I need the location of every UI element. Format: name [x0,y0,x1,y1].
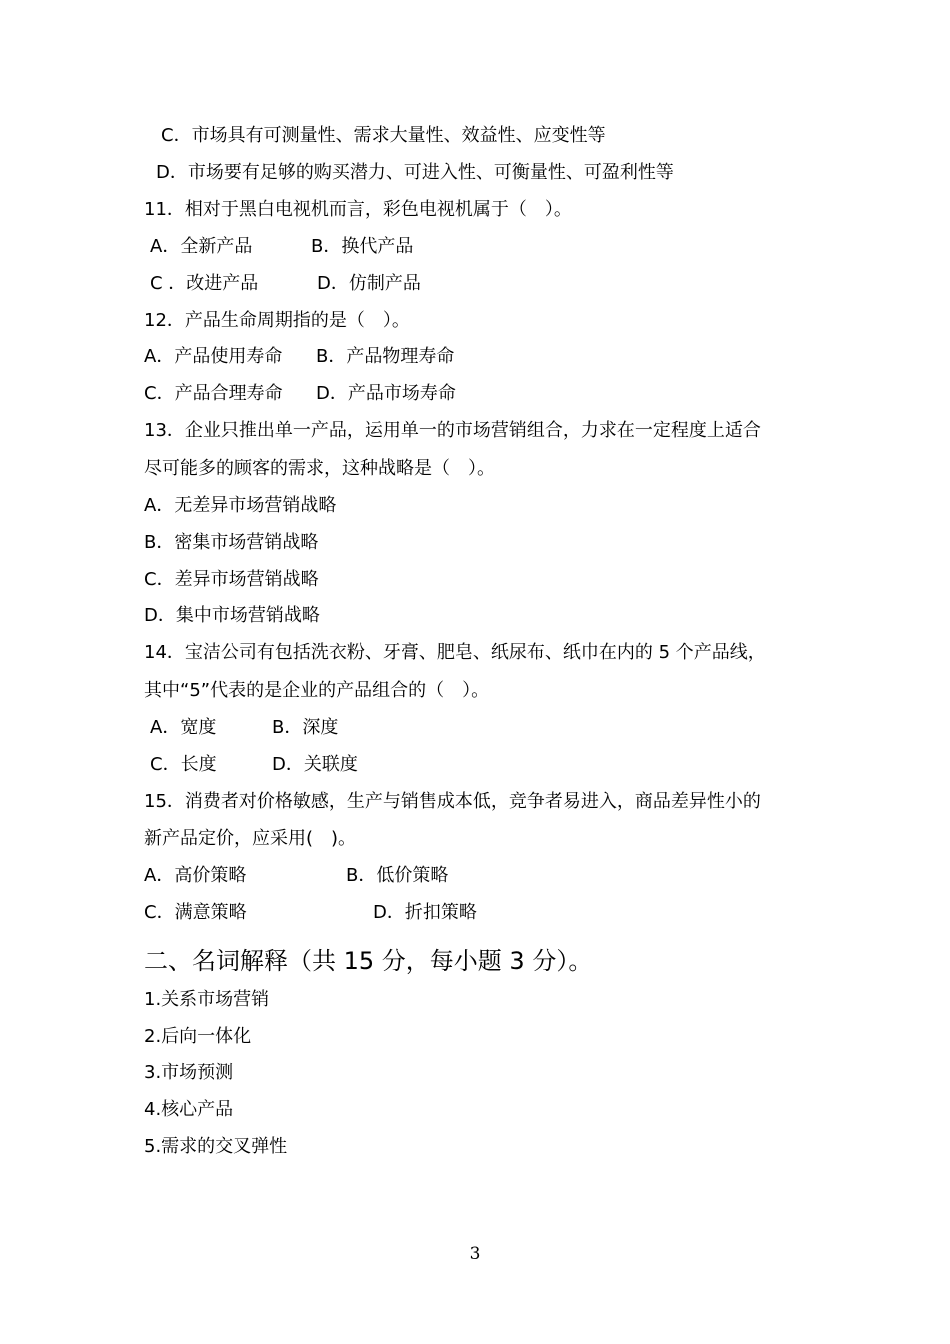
question-14-option-a: A．宽度 [150,717,217,738]
question-13-stem-line-2: 尽可能多的顾客的需求，这种战略是（ ）。 [144,458,495,479]
question-11-option-b: B．换代产品 [311,236,414,257]
question-11-option-a: A．全新产品 [150,236,253,257]
question-15-option-b: B．低价策略 [346,865,449,886]
section-heading: 二、名词解释（共 15 分，每小题 3 分）。 [144,947,593,975]
question-15-option-d: D．折扣策略 [373,902,477,923]
question-14-option-d: D．关联度 [272,754,358,775]
term-item: 2.后向一体化 [144,1026,252,1047]
question-11-option-d: D．仿制产品 [317,273,421,294]
question-14-stem-line-1: 14．宝洁公司有包括洗衣粉、牙膏、肥皂、纸尿布、纸巾在内的 5 个产品线， [144,642,766,663]
question-12-stem: 12．产品生命周期指的是（ ）。 [144,310,410,331]
question-11-option-c: C ．改进产品 [150,273,259,294]
question-15-stem-line-1: 15．消费者对价格敏感，生产与销售成本低，竞争者易进入，商品差异性小的 [144,791,761,812]
question-12-option-a: A．产品使用寿命 [144,346,283,367]
term-item: 3.市场预测 [144,1062,234,1083]
question-11-stem: 11．相对于黑白电视机而言，彩色电视机属于（ ）。 [144,199,572,220]
question-15-option-c: C．满意策略 [144,902,247,923]
question-13-option-d: D．集中市场营销战略 [144,605,320,626]
question-13-option-c: C．差异市场营销战略 [144,569,319,590]
question-14-option-b: B．深度 [272,717,339,738]
term-item: 4.核心产品 [144,1099,234,1120]
question-12-option-c: C．产品合理寿命 [144,383,283,404]
question-15-stem-line-2: 新产品定价，应采用( )。 [144,828,357,849]
question-12-option-b: B．产品物理寿命 [316,346,455,367]
question-13-option-a: A．无差异市场营销战略 [144,495,337,516]
page-number: 3 [469,1244,481,1264]
question-14-stem-line-2: 其中“5”代表的是企业的产品组合的（ ）。 [144,680,490,701]
term-item: 5.需求的交叉弹性 [144,1136,288,1157]
question-12-option-d: D．产品市场寿命 [316,383,456,404]
question-13-stem-line-1: 13．企业只推出单一产品，运用单一的市场营销组合，力求在一定程度上适合 [144,420,761,441]
option-d-prev: D．市场要有足够的购买潜力、可进入性、可衡量性、可盈利性等 [156,162,674,183]
term-item: 1.关系市场营销 [144,989,270,1010]
option-c-prev: C．市场具有可测量性、需求大量性、效益性、应变性等 [161,125,606,146]
question-13-option-b: B．密集市场营销战略 [144,532,319,553]
question-15-option-a: A．高价策略 [144,865,247,886]
question-14-option-c: C．长度 [150,754,217,775]
